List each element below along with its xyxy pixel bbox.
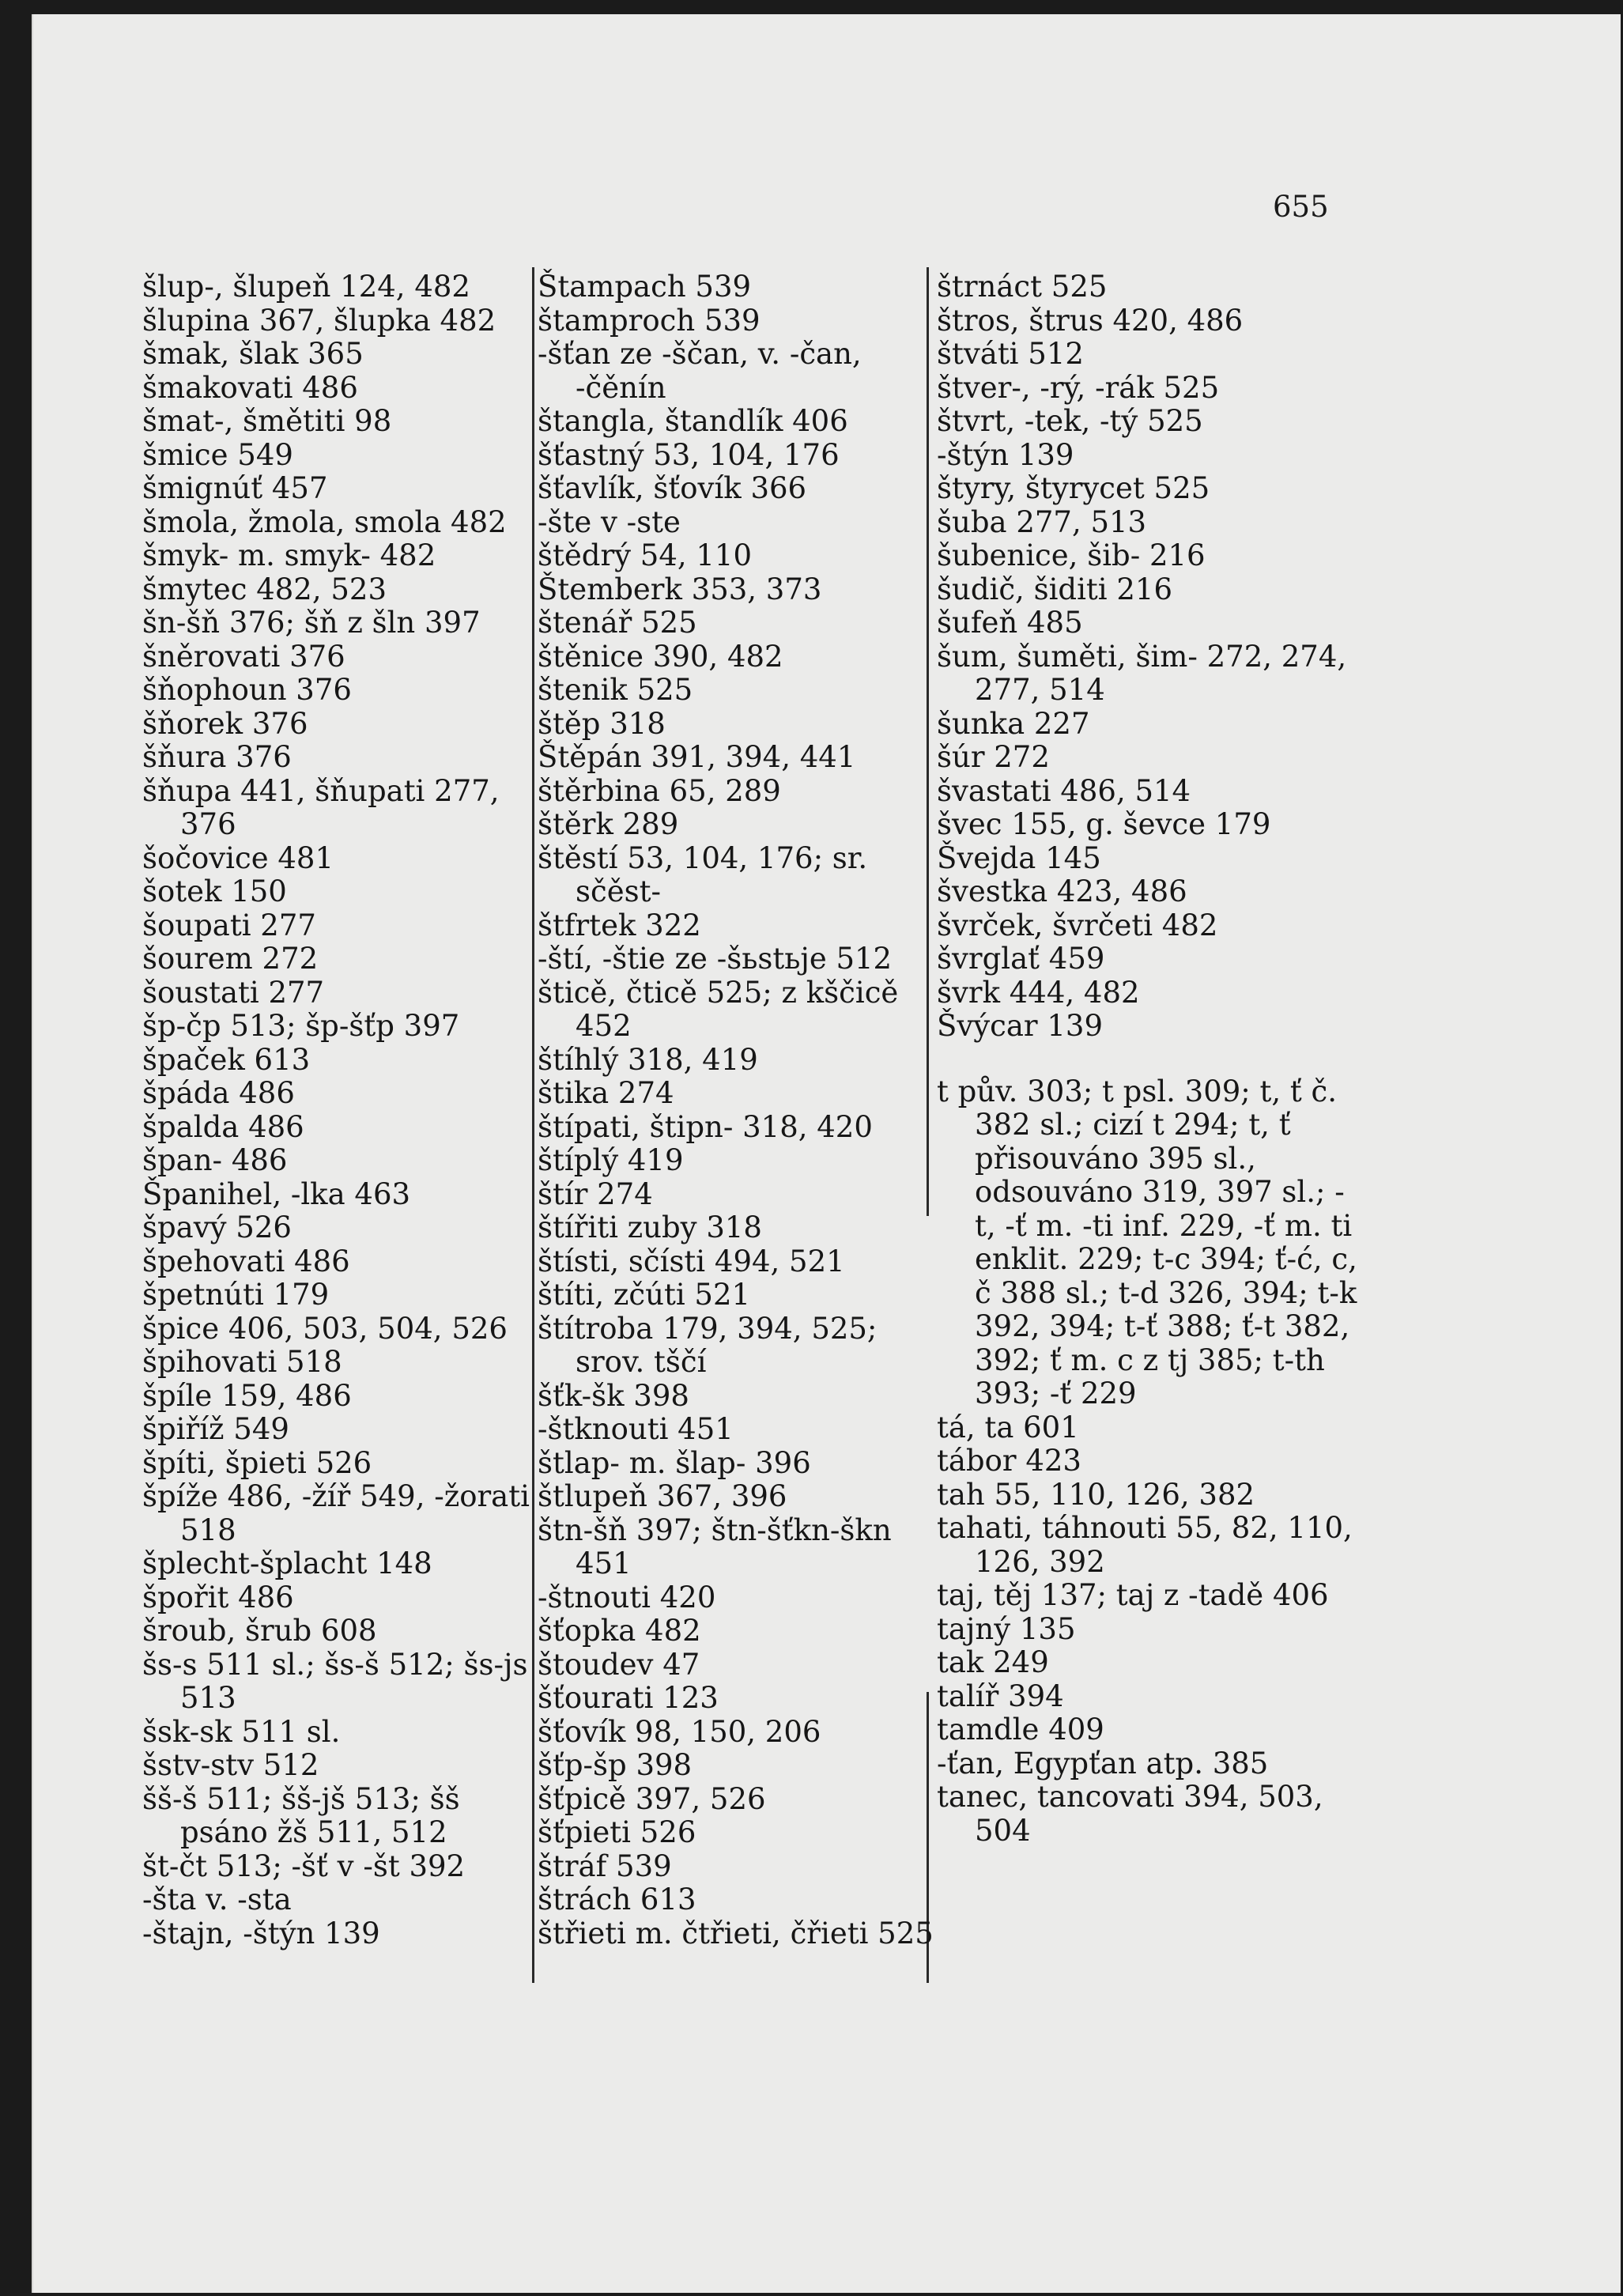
index-entry: šlup-, šlupeň 124, 482 (142, 270, 470, 304)
index-entry: tanec, tancovati 394, 503, 504 (937, 1780, 1323, 1848)
index-entry: šočovice 481 (142, 840, 334, 875)
index-entry: štn-šň 397; štn-šťkn-škn 451 (538, 1512, 892, 1580)
index-entry: šplecht-šplacht 148 (142, 1546, 432, 1580)
index-entry: štířiti zuby 318 (538, 1210, 762, 1244)
index-entry: šourem 272 (142, 942, 319, 976)
index-entry: šmignúť 457 (142, 471, 328, 505)
index-column-1 (142, 270, 553, 1950)
index-entry: -štknouti 451 (538, 1412, 734, 1446)
index-entry: štoudev 47 (538, 1647, 700, 1682)
index-entry: štlap- m. šlap- 396 (538, 1445, 811, 1480)
index-entry: Štampach 539 (538, 270, 752, 304)
index-entry: -štajn, -štýn 139 (142, 1916, 380, 1950)
index-column-2 (538, 270, 949, 1950)
index-entry: štika 274 (538, 1076, 674, 1110)
index-entry: Štemberk 353, 373 (538, 572, 822, 606)
index-entry: šmakovati 486 (142, 370, 358, 405)
index-entry: špihovati 518 (142, 1345, 342, 1379)
index-entry: -štýn 139 (937, 437, 1074, 472)
index-entry: špalda 486 (142, 1109, 304, 1144)
index-entry: tamdle 409 (937, 1713, 1104, 1747)
index-entry: šlupina 367, šlupka 482 (142, 303, 496, 338)
index-entry: štíplý 419 (538, 1143, 684, 1177)
index-entry: špíže 486, -žíř 549, -žorati 518 (142, 1479, 530, 1547)
index-entry: špehovati 486 (142, 1244, 350, 1278)
index-entry: štíti, zčúti 521 (538, 1278, 751, 1312)
index-entry: šš-š 511; šš-jš 513; šš psáno žš 511, 512 (142, 1781, 460, 1849)
index-entry: šudič, šiditi 216 (937, 572, 1173, 606)
index-entry: štěp 318 (538, 706, 666, 741)
index-entry: šněrovati 376 (142, 639, 345, 674)
index-entry: štěnice 390, 482 (538, 639, 783, 674)
index-entry: taj, těj 137; taj z -tadě 406 (937, 1578, 1329, 1612)
index-entry: štíhlý 318, 419 (538, 1042, 758, 1077)
index-entry: štenik 525 (538, 673, 693, 707)
index-entry: špořit 486 (142, 1580, 294, 1614)
index-entry: šunka 227 (937, 706, 1090, 741)
index-entry: šstv-stv 512 (142, 1748, 319, 1782)
index-entry: špan- 486 (142, 1143, 288, 1177)
index-entry: štrách 613 (538, 1882, 696, 1916)
index-entry: švrček, švrčeti 482 (937, 908, 1218, 942)
index-entry: šťopka 482 (538, 1614, 701, 1648)
index-entry: švastati 486, 514 (937, 773, 1191, 808)
index-entry: šťavlík, šťovík 366 (538, 471, 807, 505)
index-entry: šmice 549 (142, 437, 293, 472)
index-entry: -šte v -ste (538, 504, 681, 539)
index-entry: -ští, -štie ze -šьstьje 512 (538, 942, 893, 976)
index-entry: talíř 394 (937, 1679, 1064, 1713)
index-entry: štrnáct 525 (937, 270, 1108, 304)
index-entry: šubenice, šib- 216 (937, 538, 1206, 572)
index-entry: štráf 539 (538, 1849, 672, 1883)
index-entry: Štěpán 391, 394, 441 (538, 740, 856, 774)
index-entry: štangla, štandlík 406 (538, 404, 848, 438)
index-entry: Švejda 145 (937, 840, 1101, 875)
index-entry: šmytec 482, 523 (142, 572, 387, 606)
index-entry: štváti 512 (937, 337, 1084, 371)
index-entry: tak 249 (937, 1645, 1049, 1679)
index-column-3 (937, 270, 1364, 1848)
index-entry: šsk-sk 511 sl. (142, 1714, 341, 1749)
index-entry: šp-čp 513; šp-šťp 397 (142, 1009, 460, 1043)
index-entry: šňura 376 (142, 740, 292, 774)
index-entry: štípati, štipn- 318, 420 (538, 1109, 873, 1144)
index-entry: šmak, šlak 365 (142, 337, 364, 371)
index-entry: štamproch 539 (538, 303, 761, 338)
index-entry: šs-s 511 sl.; šs-š 512; šs-js 513 (142, 1647, 528, 1715)
index-entry: šmyk- m. smyk- 482 (142, 538, 436, 572)
index-entry: Španihel, -lka 463 (142, 1176, 411, 1211)
index-entry: t pův. 303; t psl. 309; t, ť č. 382 sl.; cizí t 294; t, ť přisouváno 395 sl., odsouváno 319, 397 sl.; -t, -ť m. -ti inf. 229, -ť m. ti enklit. 229; t-c 394; ť-ć, c, č 388 sl.; t-d 326, 394; t-k 392, 394; t-ť 388; ť-t 382, 392; ť m. c z tj 385; t-th 393; -ť 229 (937, 1074, 1357, 1410)
index-entry: šúr 272 (937, 740, 1050, 774)
index-entry: šoustati 277 (142, 975, 325, 1010)
index-entry: št-čt 513; -šť v -št 392 (142, 1849, 466, 1883)
index-entry: šmat-, šmětiti 98 (142, 404, 392, 438)
index-entry: šotek 150 (142, 874, 287, 908)
index-entry: štfrtek 322 (538, 908, 701, 942)
index-entry: štvrt, -tek, -tý 525 (937, 404, 1203, 438)
index-entry: štěrk 289 (538, 807, 679, 841)
index-entry: špetnúti 179 (142, 1278, 330, 1312)
index-entry: -štnouti 420 (538, 1580, 716, 1614)
index-entry: šum, šuměti, šim- 272, 274, 277, 514 (937, 639, 1347, 707)
index-entry: štěrbina 65, 289 (538, 773, 781, 808)
index-entry: šuba 277, 513 (937, 504, 1147, 539)
index-entry: štítroba 179, 394, 525; srov. tščí (538, 1311, 878, 1379)
index-entry: štísti, sčísti 494, 521 (538, 1244, 845, 1278)
index-entry: štír 274 (538, 1176, 653, 1211)
index-entry: šňupa 441, šňupati 277, 376 (142, 773, 500, 841)
index-entry: šňophoun 376 (142, 673, 352, 707)
index-entry: tábor 423 (937, 1444, 1081, 1478)
index-entry: šťp-šp 398 (538, 1748, 693, 1782)
index-entry: šoupati 277 (142, 908, 316, 942)
index-entry: štlupeň 367, 396 (538, 1479, 787, 1513)
index-entry: šťourati 123 (538, 1681, 719, 1715)
index-entry: špíle 159, 486 (142, 1378, 352, 1413)
index-entry: švestka 423, 486 (937, 874, 1187, 908)
index-entry: šufeň 485 (937, 606, 1083, 640)
index-entry: šťpieti 526 (538, 1815, 696, 1849)
index-entry: šn-šň 376; šň z šln 397 (142, 606, 481, 640)
index-entry: švrglať 459 (937, 942, 1105, 976)
index-entry: špaček 613 (142, 1042, 311, 1077)
index-entry: šticě, čticě 525; z kščicě 452 (538, 975, 899, 1043)
index-entry: štědrý 54, 110 (538, 538, 753, 572)
index-entry: šmola, žmola, smola 482 (142, 504, 507, 539)
index-entry: štver-, -rý, -rák 525 (937, 370, 1220, 405)
index-entry: špiříž 549 (142, 1412, 289, 1446)
index-entry: šťk-šk 398 (538, 1378, 689, 1413)
index-entry: tajný 135 (937, 1611, 1076, 1646)
page-number: 655 (1273, 190, 1329, 224)
index-entry: štenář 525 (538, 606, 697, 640)
index-entry: šťastný 53, 104, 176 (538, 437, 840, 472)
index-entry: špavý 526 (142, 1210, 292, 1244)
index-entry: šňorek 376 (142, 706, 308, 741)
index-entry: Švýcar 139 (937, 1009, 1104, 1043)
index-entry: štěstí 53, 104, 176; sr. sčěst- (538, 840, 868, 908)
index-entry: -šťan ze -ščan, v. -čan, -čěnín (538, 337, 862, 405)
index-entry: tahati, táhnouti 55, 82, 110, 126, 392 (937, 1511, 1353, 1579)
index-entry: šťpicě 397, 526 (538, 1781, 766, 1816)
index-entry: štros, štrus 420, 486 (937, 303, 1244, 338)
index-entry: šroub, šrub 608 (142, 1614, 377, 1648)
index-entry: tah 55, 110, 126, 382 (937, 1477, 1255, 1512)
index-entry: tá, ta 601 (937, 1410, 1079, 1444)
index-entry: švec 155, g. ševce 179 (937, 807, 1271, 841)
index-entry: štyry, štyrycet 525 (937, 471, 1210, 505)
index-entry: špice 406, 503, 504, 526 (142, 1311, 508, 1346)
index-entry: špíti, špieti 526 (142, 1445, 372, 1480)
index-entry: štřieti m. čtřieti, čřieti 525 (538, 1916, 934, 1950)
index-entry: -šta v. -sta (142, 1882, 292, 1916)
index-entry: špáda 486 (142, 1076, 295, 1110)
index-entry: švrk 444, 482 (937, 975, 1140, 1010)
index-entry: -ťan, Egypťan atp. 385 (937, 1746, 1269, 1781)
index-entry: šťovík 98, 150, 206 (538, 1714, 821, 1749)
